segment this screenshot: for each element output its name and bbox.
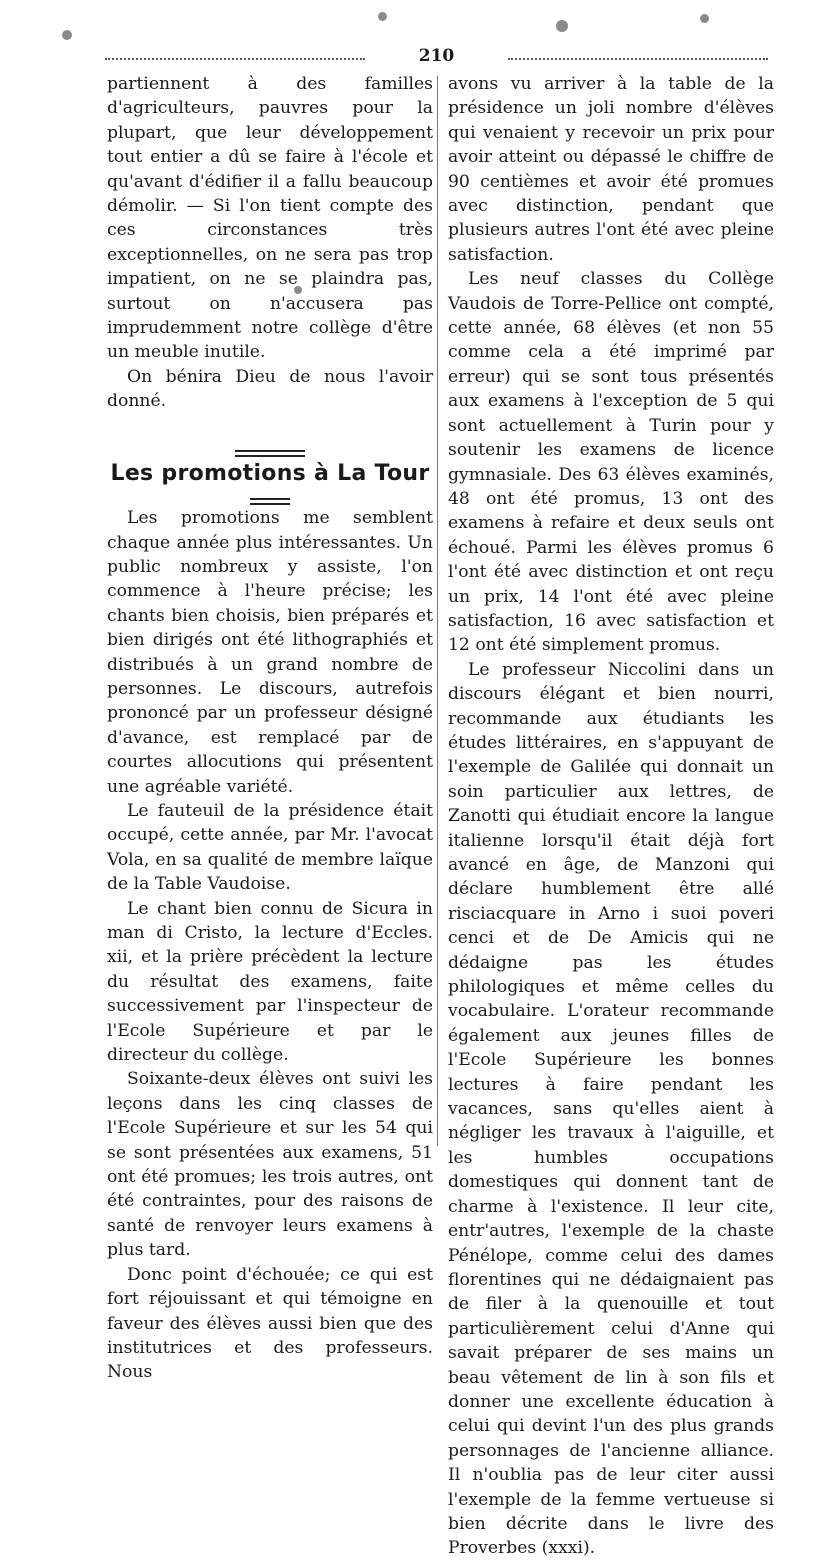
- paragraph: Donc point d'échouée; ce qui est fort réjouissant et qui témoigne en faveur des élèves aussi bien que des institutrices et des professeurs. Nous: [107, 1264, 433, 1383]
- heading-separator: [107, 488, 433, 500]
- page-number: 210: [418, 46, 455, 66]
- paragraph: Les promotions me semblent chaque année plus intéressantes. Un public nombreux y assiste, l'on commence à l'heure précise; les chants bien choisis, bien préparés et bien dirigés ont été lithographiés et distribués à un grand nombre de personnes. Le discours, autrefois prononcé par un professeur désigné d'avance, est remplacé par de courtes allocutions qui présentent une agréable variété.: [107, 508, 433, 797]
- section-separator: [107, 440, 433, 448]
- ink-spot: [62, 30, 72, 40]
- paragraph: Le fauteuil de la présidence était occupé, cette année, par Mr. l'avocat Vola, en sa qualité de membre laïque de la Table Vaudoise.: [107, 800, 433, 895]
- paragraph: avons vu arriver à la table de la présidence un joli nombre d'élèves qui venaient y recevoir un prix pour avoir atteint ou dépassé le chiffre de 90 centièmes et avoir été promues avec distinction, pendant que plusieurs autres l'ont été avec pleine satisfaction.: [448, 74, 774, 265]
- paragraph: Les neuf classes du Collège Vaudois de Torre-Pellice ont compté, cette année, 68 élèves (et non 55 comme cela a été imprimé par erreur) qui se sont tous présentés aux examens à l'exception de 5 qui sont actuellement à Turin pour y soutenir les examens de licence gymnasiale. Des 63 élèves examinés, 48 ont été promus, 13 ont des examens à refaire et deux seuls ont échoué. Parmi les élèves promus 6 l'ont été avec distinction et ont reçu un prix, 14 l'ont été avec pleine satisfaction, 16 avec satisfaction et 12 ont été simplement promus.: [448, 269, 774, 656]
- ink-spot: [378, 12, 387, 21]
- paragraph: On bénira Dieu de nous l'avoir donné.: [107, 366, 433, 412]
- paragraph: Soixante-deux élèves ont suivi les leçons dans les cinq classes de l'Ecole Supérieure et sur les 54 qui se sont présentées aux examens, 51 ont été promues; les trois autres, ont été contraintes, pour des raisons de santé de renvoyer leurs examens à plus tard.: [107, 1069, 433, 1261]
- ink-spot: [700, 14, 709, 23]
- paragraph: partiennent à des familles d'agriculteurs, pauvres pour la plupart, que leur développement tout entier a dû se faire à l'école et qu'avant d'édifier il a fallu beaucoup démolir. — Si l'on tient compte des ces circonstances très exceptionnelles, on ne sera pas trop impatient, on ne se plaindra pas, surtout on n'accusera pas imprudemment notre collège d'être un meuble inutile.: [107, 74, 433, 363]
- page-header: [105, 46, 768, 70]
- header-ornament-right: [508, 52, 768, 60]
- header-ornament-left: [105, 52, 365, 60]
- ink-spot: [556, 20, 568, 32]
- right-column: [448, 72, 774, 1559]
- paragraph: Le chant bien connu de Sicura in man di Cristo, la lecture d'Eccles. xii, et la prière précèdent la lecture du résultat des examens, faite successivement par l'inspecteur de l'Ecole Supérieure et par le directeur du collège.: [107, 898, 433, 1066]
- paragraph: Le professeur Niccolini dans un discours élégant et bien nourri, recommande aux étudiants les études littéraires, en s'appuyant de l'exemple de Galilée qui donnait un soin particulier aux lettres, de Zanotti qui étudiait encore la langue italienne lorsqu'il était déjà fort avancé en âge, de Manzoni qui déclare humblement être allé risciacquare in Arno i suoi poveri cenci et de De Amicis qui ne dédaigne pas les études philologiques et même celles du vocabulaire. L'orateur recommande également aux jeunes filles de l'Ecole Supérieure les bonnes lectures à faire pendant les vacances, sans qu'elles aient à négliger les travaux à l'aiguille, et les humbles occupations domestiques qui donnent tant de charme à l'existence. Il leur cite, entr'autres, l'exemple de la chaste Pénélope, comme celui des dames florentines qui ne dédaignaient pas de filer à la quenouille et tout particulièrement celui d'Anne qui savait préparer de ses mains un beau vêtement de lin à son fils et donner une excellente éducation à celui qui devint l'un des plus grands personnages de l'ancienne alliance. Il n'oublia pas de leur citer aussi l'exemple de la femme vertueuse si bien décrite dans le livre des Proverbes (xxxi).: [448, 659, 774, 1559]
- column-divider: [437, 76, 438, 1146]
- section-heading: Les promotions à La Tour: [110, 460, 430, 486]
- left-column: [107, 72, 433, 1383]
